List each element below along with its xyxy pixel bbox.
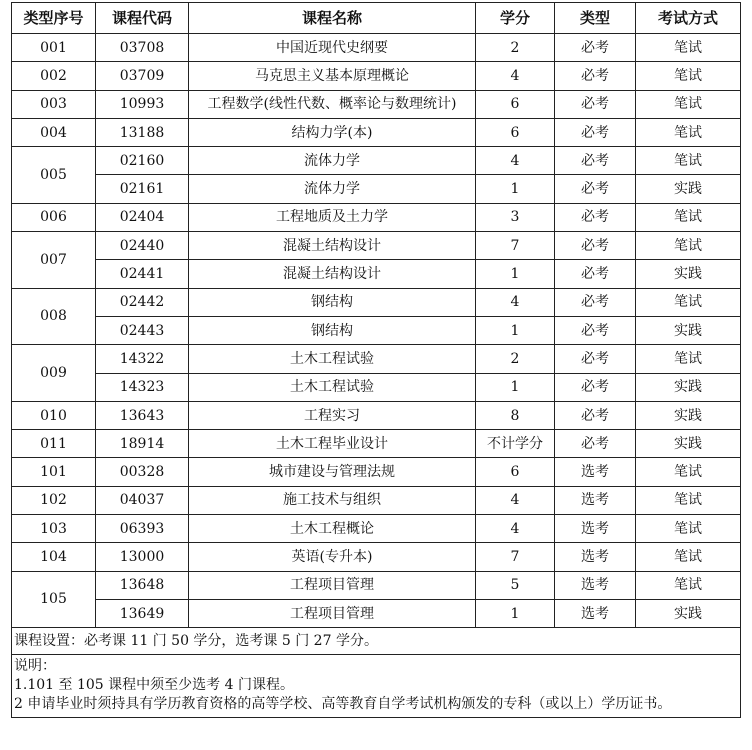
exam-method-cell: 笔试 bbox=[636, 345, 741, 373]
course-code-cell: 13648 bbox=[96, 571, 189, 599]
notes-title: 说明： bbox=[14, 658, 56, 675]
type-no-cell: 006 bbox=[12, 203, 96, 231]
table-row bbox=[12, 34, 741, 62]
course-code-cell: 13000 bbox=[96, 543, 189, 571]
course-name-cell: 施工技术与组织 bbox=[189, 486, 476, 514]
type-no-cell: 001 bbox=[12, 34, 96, 62]
course-code-cell: 00328 bbox=[96, 458, 189, 486]
course-name-cell: 土木工程概论 bbox=[189, 515, 476, 543]
table-body bbox=[12, 34, 741, 628]
table-row bbox=[12, 260, 741, 288]
course-code-cell: 06393 bbox=[96, 515, 189, 543]
credit-cell: 2 bbox=[476, 34, 555, 62]
type-no-cell: 007 bbox=[12, 232, 96, 289]
course-code-cell: 02440 bbox=[96, 232, 189, 260]
table-row bbox=[12, 203, 741, 231]
credit-cell: 7 bbox=[476, 543, 555, 571]
course-name-cell: 工程实习 bbox=[189, 401, 476, 429]
table-row bbox=[12, 515, 741, 543]
table-row bbox=[12, 62, 741, 90]
course-code-cell: 04037 bbox=[96, 486, 189, 514]
course-name-cell: 混凝土结构设计 bbox=[189, 260, 476, 288]
table-row bbox=[12, 90, 741, 118]
exam-method-cell: 笔试 bbox=[636, 288, 741, 316]
table-row bbox=[12, 430, 741, 458]
course-code-cell: 03708 bbox=[96, 34, 189, 62]
course-name-cell: 流体力学 bbox=[189, 175, 476, 203]
course-code-cell: 18914 bbox=[96, 430, 189, 458]
type-cell: 选考 bbox=[555, 571, 636, 599]
course-name-cell: 工程项目管理 bbox=[189, 571, 476, 599]
type-cell: 选考 bbox=[555, 599, 636, 627]
course-name-cell: 土木工程毕业设计 bbox=[189, 430, 476, 458]
type-no-cell: 011 bbox=[12, 430, 96, 458]
course-name-cell: 中国近现代史纲要 bbox=[189, 34, 476, 62]
credit-cell: 5 bbox=[476, 571, 555, 599]
table-row bbox=[12, 118, 741, 146]
note-item: 2 申请毕业时须持具有学历教育资格的高等学校、高等教育自学考试机构颁发的专科（或以上）学历证书。 bbox=[14, 696, 672, 713]
credit-cell: 4 bbox=[476, 147, 555, 175]
table-row bbox=[12, 232, 741, 260]
course-code-cell: 13643 bbox=[96, 401, 189, 429]
course-name-cell: 工程数学(线性代数、概率论与数理统计) bbox=[189, 90, 476, 118]
course-name-cell: 钢结构 bbox=[189, 316, 476, 344]
credit-cell: 6 bbox=[476, 458, 555, 486]
table-row bbox=[12, 288, 741, 316]
table-row bbox=[12, 373, 741, 401]
table-row bbox=[12, 543, 741, 571]
course-code-cell: 13188 bbox=[96, 118, 189, 146]
type-cell: 必考 bbox=[555, 118, 636, 146]
course-name-cell: 流体力学 bbox=[189, 147, 476, 175]
header-exam-method: 考试方式 bbox=[636, 3, 741, 34]
type-cell: 必考 bbox=[555, 203, 636, 231]
header-type: 类型 bbox=[555, 3, 636, 34]
exam-method-cell: 笔试 bbox=[636, 62, 741, 90]
header-type-no: 类型序号 bbox=[12, 3, 96, 34]
type-no-cell: 004 bbox=[12, 118, 96, 146]
credit-cell: 1 bbox=[476, 599, 555, 627]
course-code-cell: 02442 bbox=[96, 288, 189, 316]
table-row bbox=[12, 345, 741, 373]
course-code-cell: 10993 bbox=[96, 90, 189, 118]
exam-method-cell: 实践 bbox=[636, 175, 741, 203]
exam-method-cell: 笔试 bbox=[636, 458, 741, 486]
header-course-name: 课程名称 bbox=[189, 3, 476, 34]
type-cell: 必考 bbox=[555, 316, 636, 344]
course-name-cell: 工程地质及土力学 bbox=[189, 203, 476, 231]
table-row bbox=[12, 401, 741, 429]
credit-cell: 1 bbox=[476, 373, 555, 401]
notes-cell bbox=[12, 655, 741, 718]
type-no-cell: 102 bbox=[12, 486, 96, 514]
exam-method-cell: 笔试 bbox=[636, 486, 741, 514]
type-no-cell: 003 bbox=[12, 90, 96, 118]
exam-method-cell: 笔试 bbox=[636, 90, 741, 118]
table-row bbox=[12, 599, 741, 627]
note-item: 1.101 至 105 课程中须至少选考 4 门课程。 bbox=[14, 677, 294, 694]
exam-method-cell: 实践 bbox=[636, 430, 741, 458]
exam-method-cell: 笔试 bbox=[636, 147, 741, 175]
exam-method-cell: 笔试 bbox=[636, 543, 741, 571]
type-cell: 必考 bbox=[555, 288, 636, 316]
table-row bbox=[12, 486, 741, 514]
type-cell: 必考 bbox=[555, 401, 636, 429]
type-no-cell: 009 bbox=[12, 345, 96, 402]
credit-cell: 1 bbox=[476, 175, 555, 203]
exam-method-cell: 实践 bbox=[636, 316, 741, 344]
exam-method-cell: 笔试 bbox=[636, 118, 741, 146]
exam-method-cell: 笔试 bbox=[636, 232, 741, 260]
table-row bbox=[12, 458, 741, 486]
course-name-cell: 混凝土结构设计 bbox=[189, 232, 476, 260]
table-row bbox=[12, 175, 741, 203]
course-name-cell: 工程项目管理 bbox=[189, 599, 476, 627]
type-no-cell: 104 bbox=[12, 543, 96, 571]
course-code-cell: 02161 bbox=[96, 175, 189, 203]
credit-cell: 4 bbox=[476, 515, 555, 543]
type-no-cell: 002 bbox=[12, 62, 96, 90]
course-code-cell: 03709 bbox=[96, 62, 189, 90]
credit-cell: 1 bbox=[476, 316, 555, 344]
type-cell: 选考 bbox=[555, 543, 636, 571]
summary-row bbox=[12, 628, 741, 655]
type-cell: 必考 bbox=[555, 260, 636, 288]
course-name-cell: 英语(专升本) bbox=[189, 543, 476, 571]
credit-cell: 3 bbox=[476, 203, 555, 231]
type-cell: 必考 bbox=[555, 62, 636, 90]
exam-method-cell: 实践 bbox=[636, 260, 741, 288]
type-cell: 必考 bbox=[555, 147, 636, 175]
type-no-cell: 008 bbox=[12, 288, 96, 345]
type-cell: 必考 bbox=[555, 34, 636, 62]
exam-method-cell: 笔试 bbox=[636, 571, 741, 599]
type-no-cell: 103 bbox=[12, 515, 96, 543]
table-row bbox=[12, 571, 741, 599]
course-code-cell: 02404 bbox=[96, 203, 189, 231]
course-code-cell: 02160 bbox=[96, 147, 189, 175]
course-table bbox=[11, 2, 741, 718]
type-cell: 必考 bbox=[555, 232, 636, 260]
header-course-code: 课程代码 bbox=[96, 3, 189, 34]
type-no-cell: 010 bbox=[12, 401, 96, 429]
credit-cell: 2 bbox=[476, 345, 555, 373]
credit-cell: 4 bbox=[476, 288, 555, 316]
type-cell: 必考 bbox=[555, 90, 636, 118]
course-name-cell: 马克思主义基本原理概论 bbox=[189, 62, 476, 90]
exam-method-cell: 笔试 bbox=[636, 203, 741, 231]
exam-method-cell: 实践 bbox=[636, 373, 741, 401]
course-name-cell: 土木工程试验 bbox=[189, 345, 476, 373]
type-cell: 必考 bbox=[555, 345, 636, 373]
exam-method-cell: 笔试 bbox=[636, 34, 741, 62]
course-code-cell: 14322 bbox=[96, 345, 189, 373]
course-code-cell: 14323 bbox=[96, 373, 189, 401]
course-name-cell: 钢结构 bbox=[189, 288, 476, 316]
type-cell: 选考 bbox=[555, 458, 636, 486]
type-cell: 必考 bbox=[555, 430, 636, 458]
credit-cell: 6 bbox=[476, 118, 555, 146]
course-name-cell: 土木工程试验 bbox=[189, 373, 476, 401]
type-cell: 必考 bbox=[555, 373, 636, 401]
table-row bbox=[12, 147, 741, 175]
course-code-cell: 13649 bbox=[96, 599, 189, 627]
course-code-cell: 02443 bbox=[96, 316, 189, 344]
type-no-cell: 105 bbox=[12, 571, 96, 628]
exam-method-cell: 实践 bbox=[636, 599, 741, 627]
type-no-cell: 101 bbox=[12, 458, 96, 486]
type-cell: 选考 bbox=[555, 515, 636, 543]
exam-method-cell: 实践 bbox=[636, 401, 741, 429]
credit-cell: 4 bbox=[476, 62, 555, 90]
course-name-cell: 城市建设与管理法规 bbox=[189, 458, 476, 486]
credit-cell: 8 bbox=[476, 401, 555, 429]
summary-text: 课程设置：必考课 11 门 50 学分，选考课 5 门 27 学分。 bbox=[12, 628, 741, 655]
header-row bbox=[12, 3, 741, 34]
credit-cell: 7 bbox=[476, 232, 555, 260]
credit-cell: 6 bbox=[476, 90, 555, 118]
course-name-cell: 结构力学(本) bbox=[189, 118, 476, 146]
exam-method-cell: 笔试 bbox=[636, 515, 741, 543]
type-no-cell: 005 bbox=[12, 147, 96, 204]
table-row bbox=[12, 316, 741, 344]
type-cell: 选考 bbox=[555, 486, 636, 514]
credit-cell: 4 bbox=[476, 486, 555, 514]
credit-cell: 1 bbox=[476, 260, 555, 288]
course-code-cell: 02441 bbox=[96, 260, 189, 288]
notes-row bbox=[12, 655, 741, 718]
header-credit: 学分 bbox=[476, 3, 555, 34]
credit-cell: 不计学分 bbox=[476, 430, 555, 458]
type-cell: 必考 bbox=[555, 175, 636, 203]
